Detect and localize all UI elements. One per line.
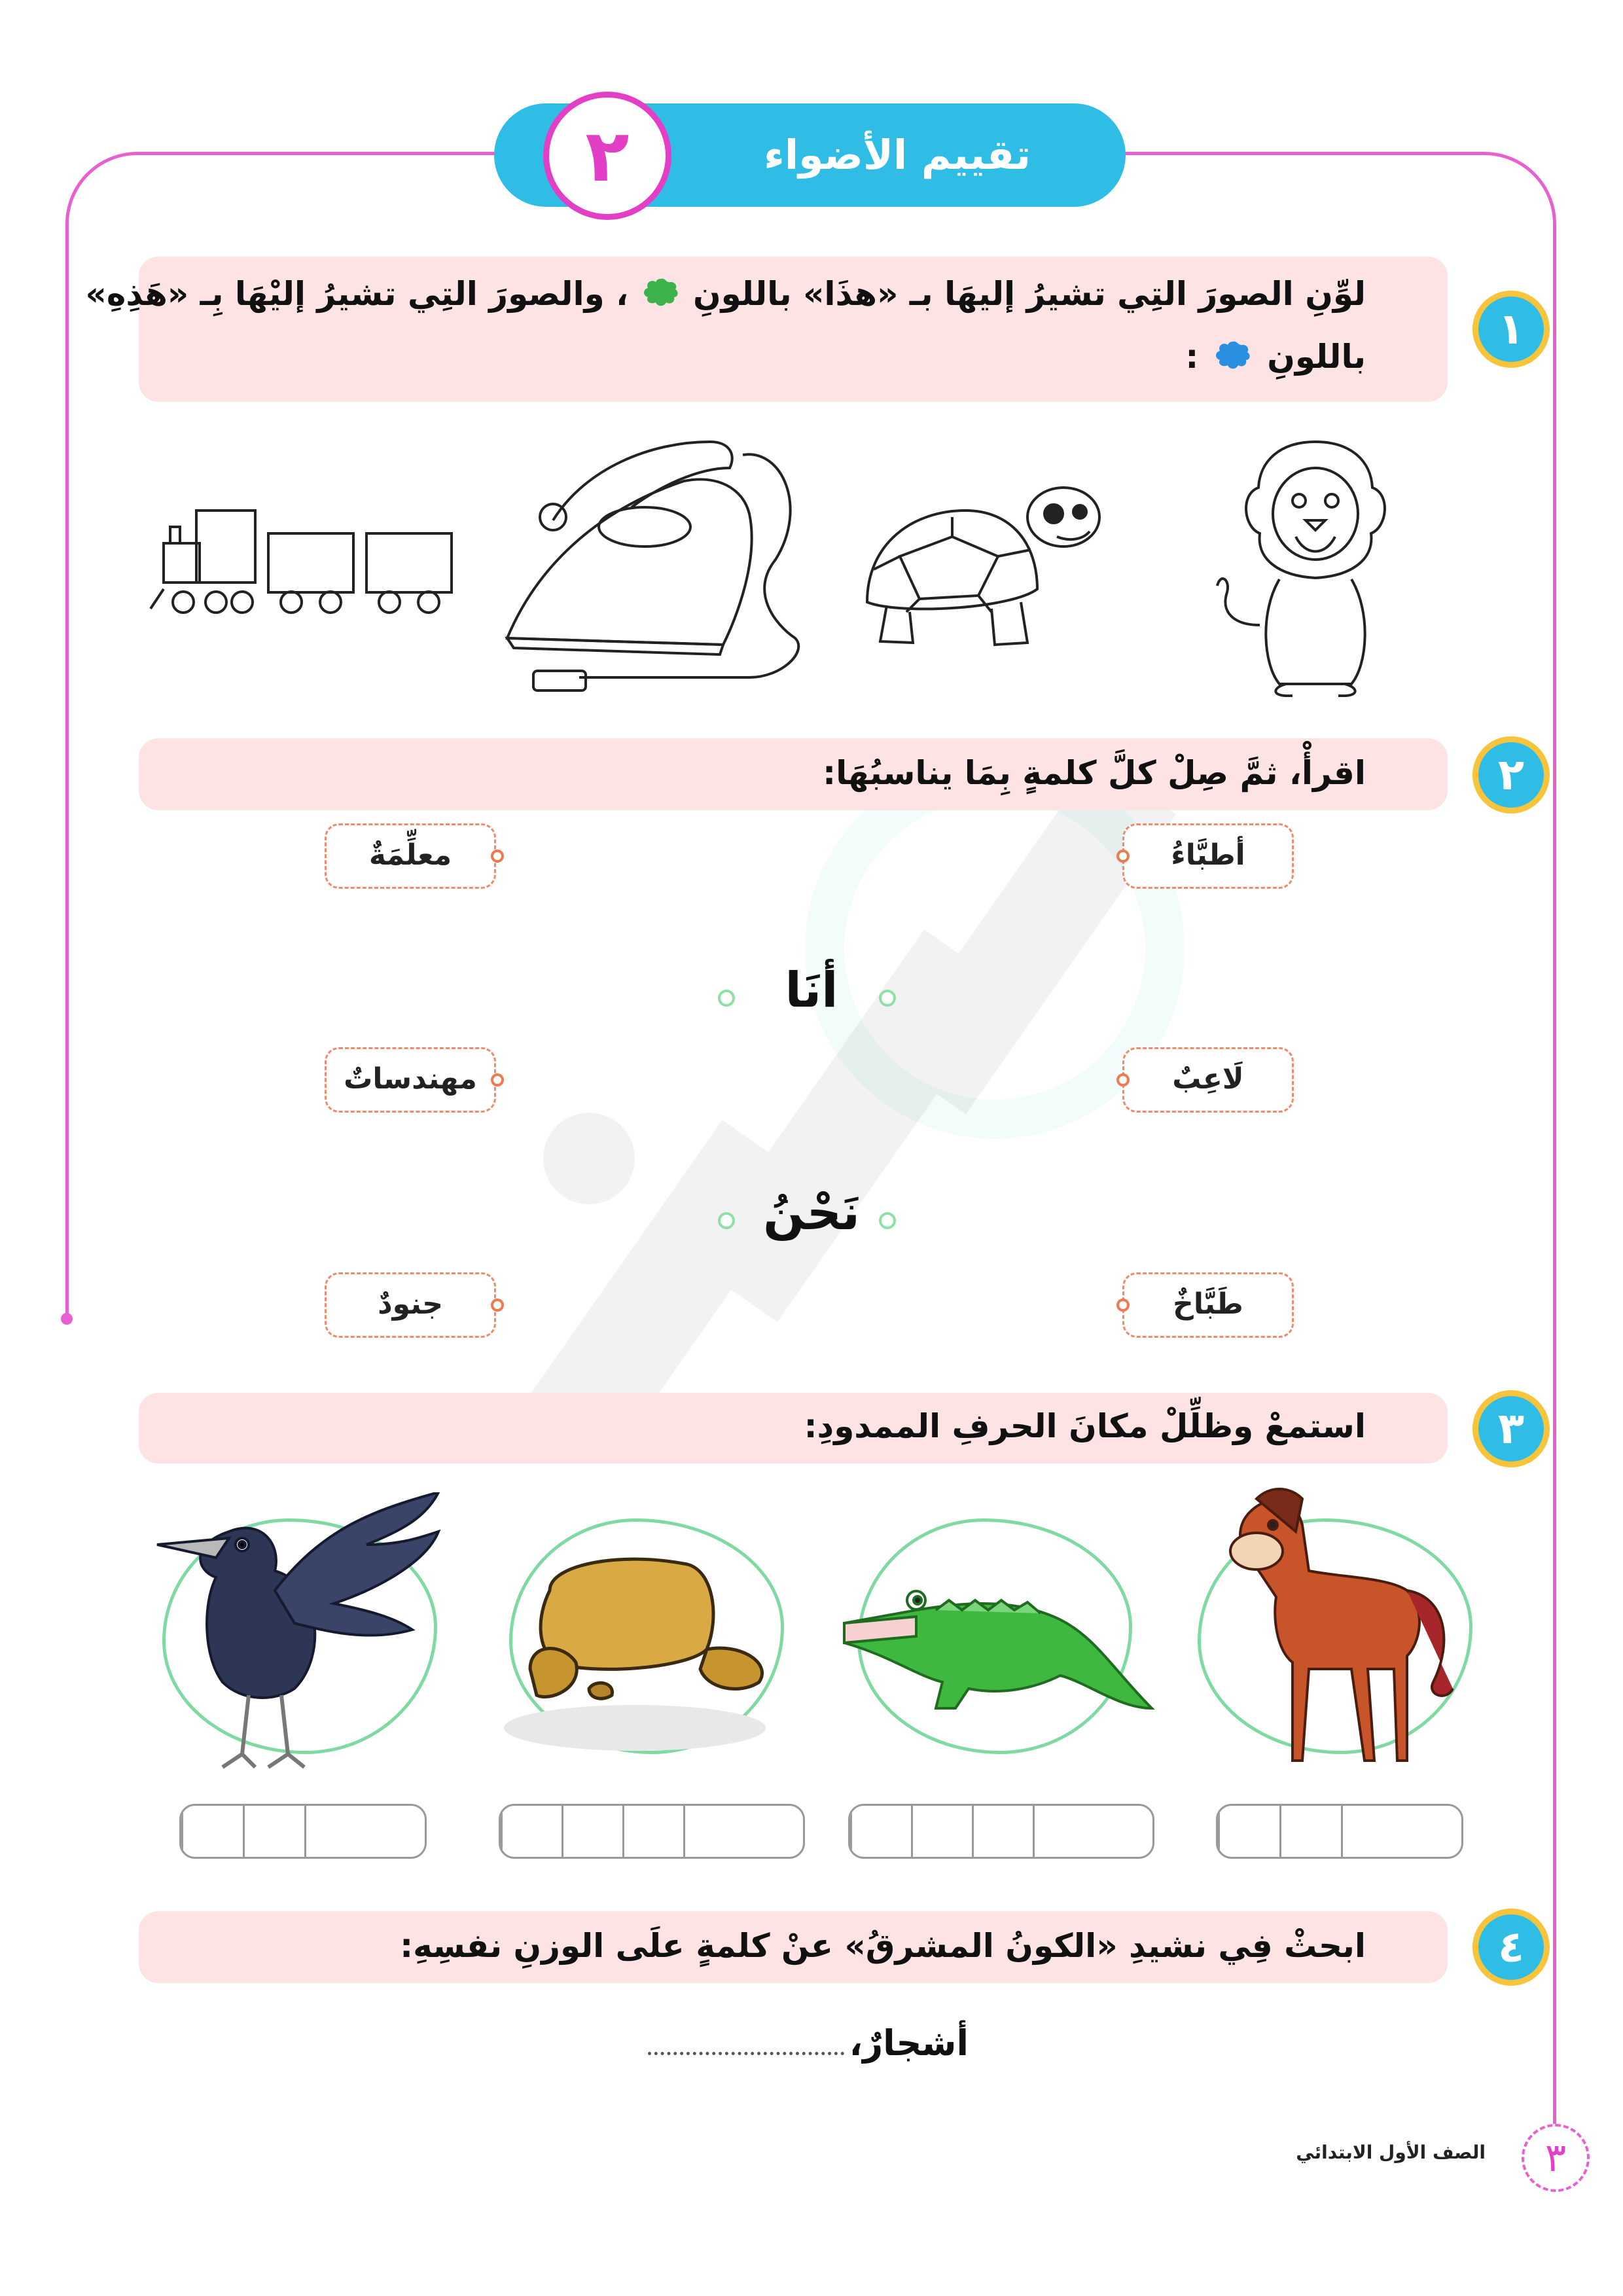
- word-box-right-1[interactable]: أطبَّاءُ: [1122, 823, 1294, 889]
- center-word-ana: أنَا: [785, 962, 838, 1018]
- connect-dot[interactable]: [879, 990, 896, 1007]
- letter-cell[interactable]: [683, 1806, 744, 1857]
- connect-dot[interactable]: [1116, 850, 1130, 863]
- question-1-bar: [85, 257, 1448, 402]
- connect-dot[interactable]: [491, 1299, 504, 1312]
- word-box-left-1[interactable]: معلِّمَةٌ: [325, 823, 496, 889]
- horse-icon[interactable]: [1211, 1486, 1459, 1787]
- turtle-icon[interactable]: [847, 471, 1109, 661]
- letter-cell[interactable]: [622, 1806, 683, 1857]
- question-1-line-2: [1185, 338, 1366, 380]
- letter-cell[interactable]: [972, 1806, 1033, 1857]
- connect-dot[interactable]: [879, 1212, 896, 1229]
- grade-label: الصف الأول الابتدائي: [1296, 2142, 1486, 2163]
- letter-cell[interactable]: [1218, 1806, 1279, 1857]
- question-3-number: ٣: [1472, 1390, 1550, 1467]
- page-title: تقييم الأضواء: [764, 131, 1031, 179]
- letter-cell[interactable]: [1033, 1806, 1094, 1857]
- frame-gap: [59, 1319, 79, 2236]
- rock-icon[interactable]: [491, 1538, 818, 1754]
- unit-number-badge: ٢: [543, 92, 671, 220]
- word-box-right-2[interactable]: لَاعِبٌ: [1122, 1047, 1294, 1113]
- iron-icon[interactable]: [501, 429, 815, 704]
- example-word: أشجارٌ،: [849, 2022, 969, 2064]
- connect-dot[interactable]: [1116, 1299, 1130, 1312]
- question-1-line-1: [86, 275, 1366, 317]
- letter-cell[interactable]: [501, 1806, 562, 1857]
- question-4-text: ابحثْ فِي نشيدِ «الكونُ المشرقُ» عنْ كلمةٍ علَى الوزنِ نفسِهِ:: [400, 1927, 1366, 1965]
- train-icon[interactable]: [144, 497, 471, 628]
- connect-dot[interactable]: [1116, 1073, 1130, 1086]
- question-4-number: ٤: [1472, 1909, 1550, 1986]
- word-box-left-3[interactable]: جنودٌ: [325, 1272, 496, 1338]
- letter-cell[interactable]: [911, 1806, 972, 1857]
- letter-cell[interactable]: [562, 1806, 622, 1857]
- crocodile-icon[interactable]: [838, 1577, 1165, 1728]
- letter-cell[interactable]: [243, 1806, 304, 1857]
- question-2-bar: [139, 738, 1448, 810]
- question-2-number: ٢: [1472, 736, 1550, 814]
- q1-line1-text: لوِّنِ الصورَ التِي تشيرُ إليهَا بـ «هذَا» باللونِ: [692, 275, 1366, 313]
- letter-cell[interactable]: [744, 1806, 803, 1857]
- word-box-left-2[interactable]: مهندساتٌ: [325, 1047, 496, 1113]
- question-4-bar: [139, 1911, 1448, 1983]
- connect-dot[interactable]: [491, 1073, 504, 1086]
- question-2-text: اقرأْ، ثمَّ صِلْ كلَّ كلمةٍ بِمَا يناسبُهَا:: [823, 754, 1366, 792]
- green-splash-icon: [640, 276, 682, 317]
- q1-line2-text: باللونِ: [1267, 338, 1366, 376]
- question-1-number: ١: [1472, 291, 1550, 368]
- q1-line2-colon: :: [1185, 338, 1199, 376]
- letter-cell[interactable]: [1402, 1806, 1461, 1857]
- letter-cells-horse[interactable]: [1216, 1804, 1463, 1859]
- blue-splash-icon: [1210, 339, 1256, 380]
- lion-icon[interactable]: [1207, 429, 1423, 697]
- q1-line1b-text: ، والصورَ التِي تشيرُ إليْهَا بِـ «هَذِهِ»: [85, 275, 629, 313]
- center-word-nahnu: نَحْنُ: [763, 1185, 860, 1241]
- letter-cells-crocodile[interactable]: [848, 1804, 1154, 1859]
- question-3-bar: [139, 1393, 1448, 1463]
- connect-dot[interactable]: [718, 1212, 735, 1229]
- crow-icon[interactable]: [151, 1492, 452, 1780]
- letter-cell[interactable]: [181, 1806, 243, 1857]
- connect-dot[interactable]: [718, 990, 735, 1007]
- letter-cells-rock[interactable]: [499, 1804, 805, 1859]
- letter-cell[interactable]: [1094, 1806, 1152, 1857]
- question-3-text: استمعْ وظلِّلْ مكانَ الحرفِ الممدودِ:: [804, 1407, 1366, 1445]
- letter-cell[interactable]: [365, 1806, 425, 1857]
- letter-cell[interactable]: [1341, 1806, 1402, 1857]
- frame-end-dot: [61, 1313, 73, 1325]
- answer-blank[interactable]: [648, 2052, 844, 2055]
- page-number: ٣: [1522, 2124, 1590, 2192]
- letter-cells-crow[interactable]: [179, 1804, 427, 1859]
- letter-cell[interactable]: [304, 1806, 366, 1857]
- letter-cell[interactable]: [850, 1806, 911, 1857]
- connect-dot[interactable]: [491, 850, 504, 863]
- word-box-right-3[interactable]: طَبَّاخٌ: [1122, 1272, 1294, 1338]
- letter-cell[interactable]: [1279, 1806, 1341, 1857]
